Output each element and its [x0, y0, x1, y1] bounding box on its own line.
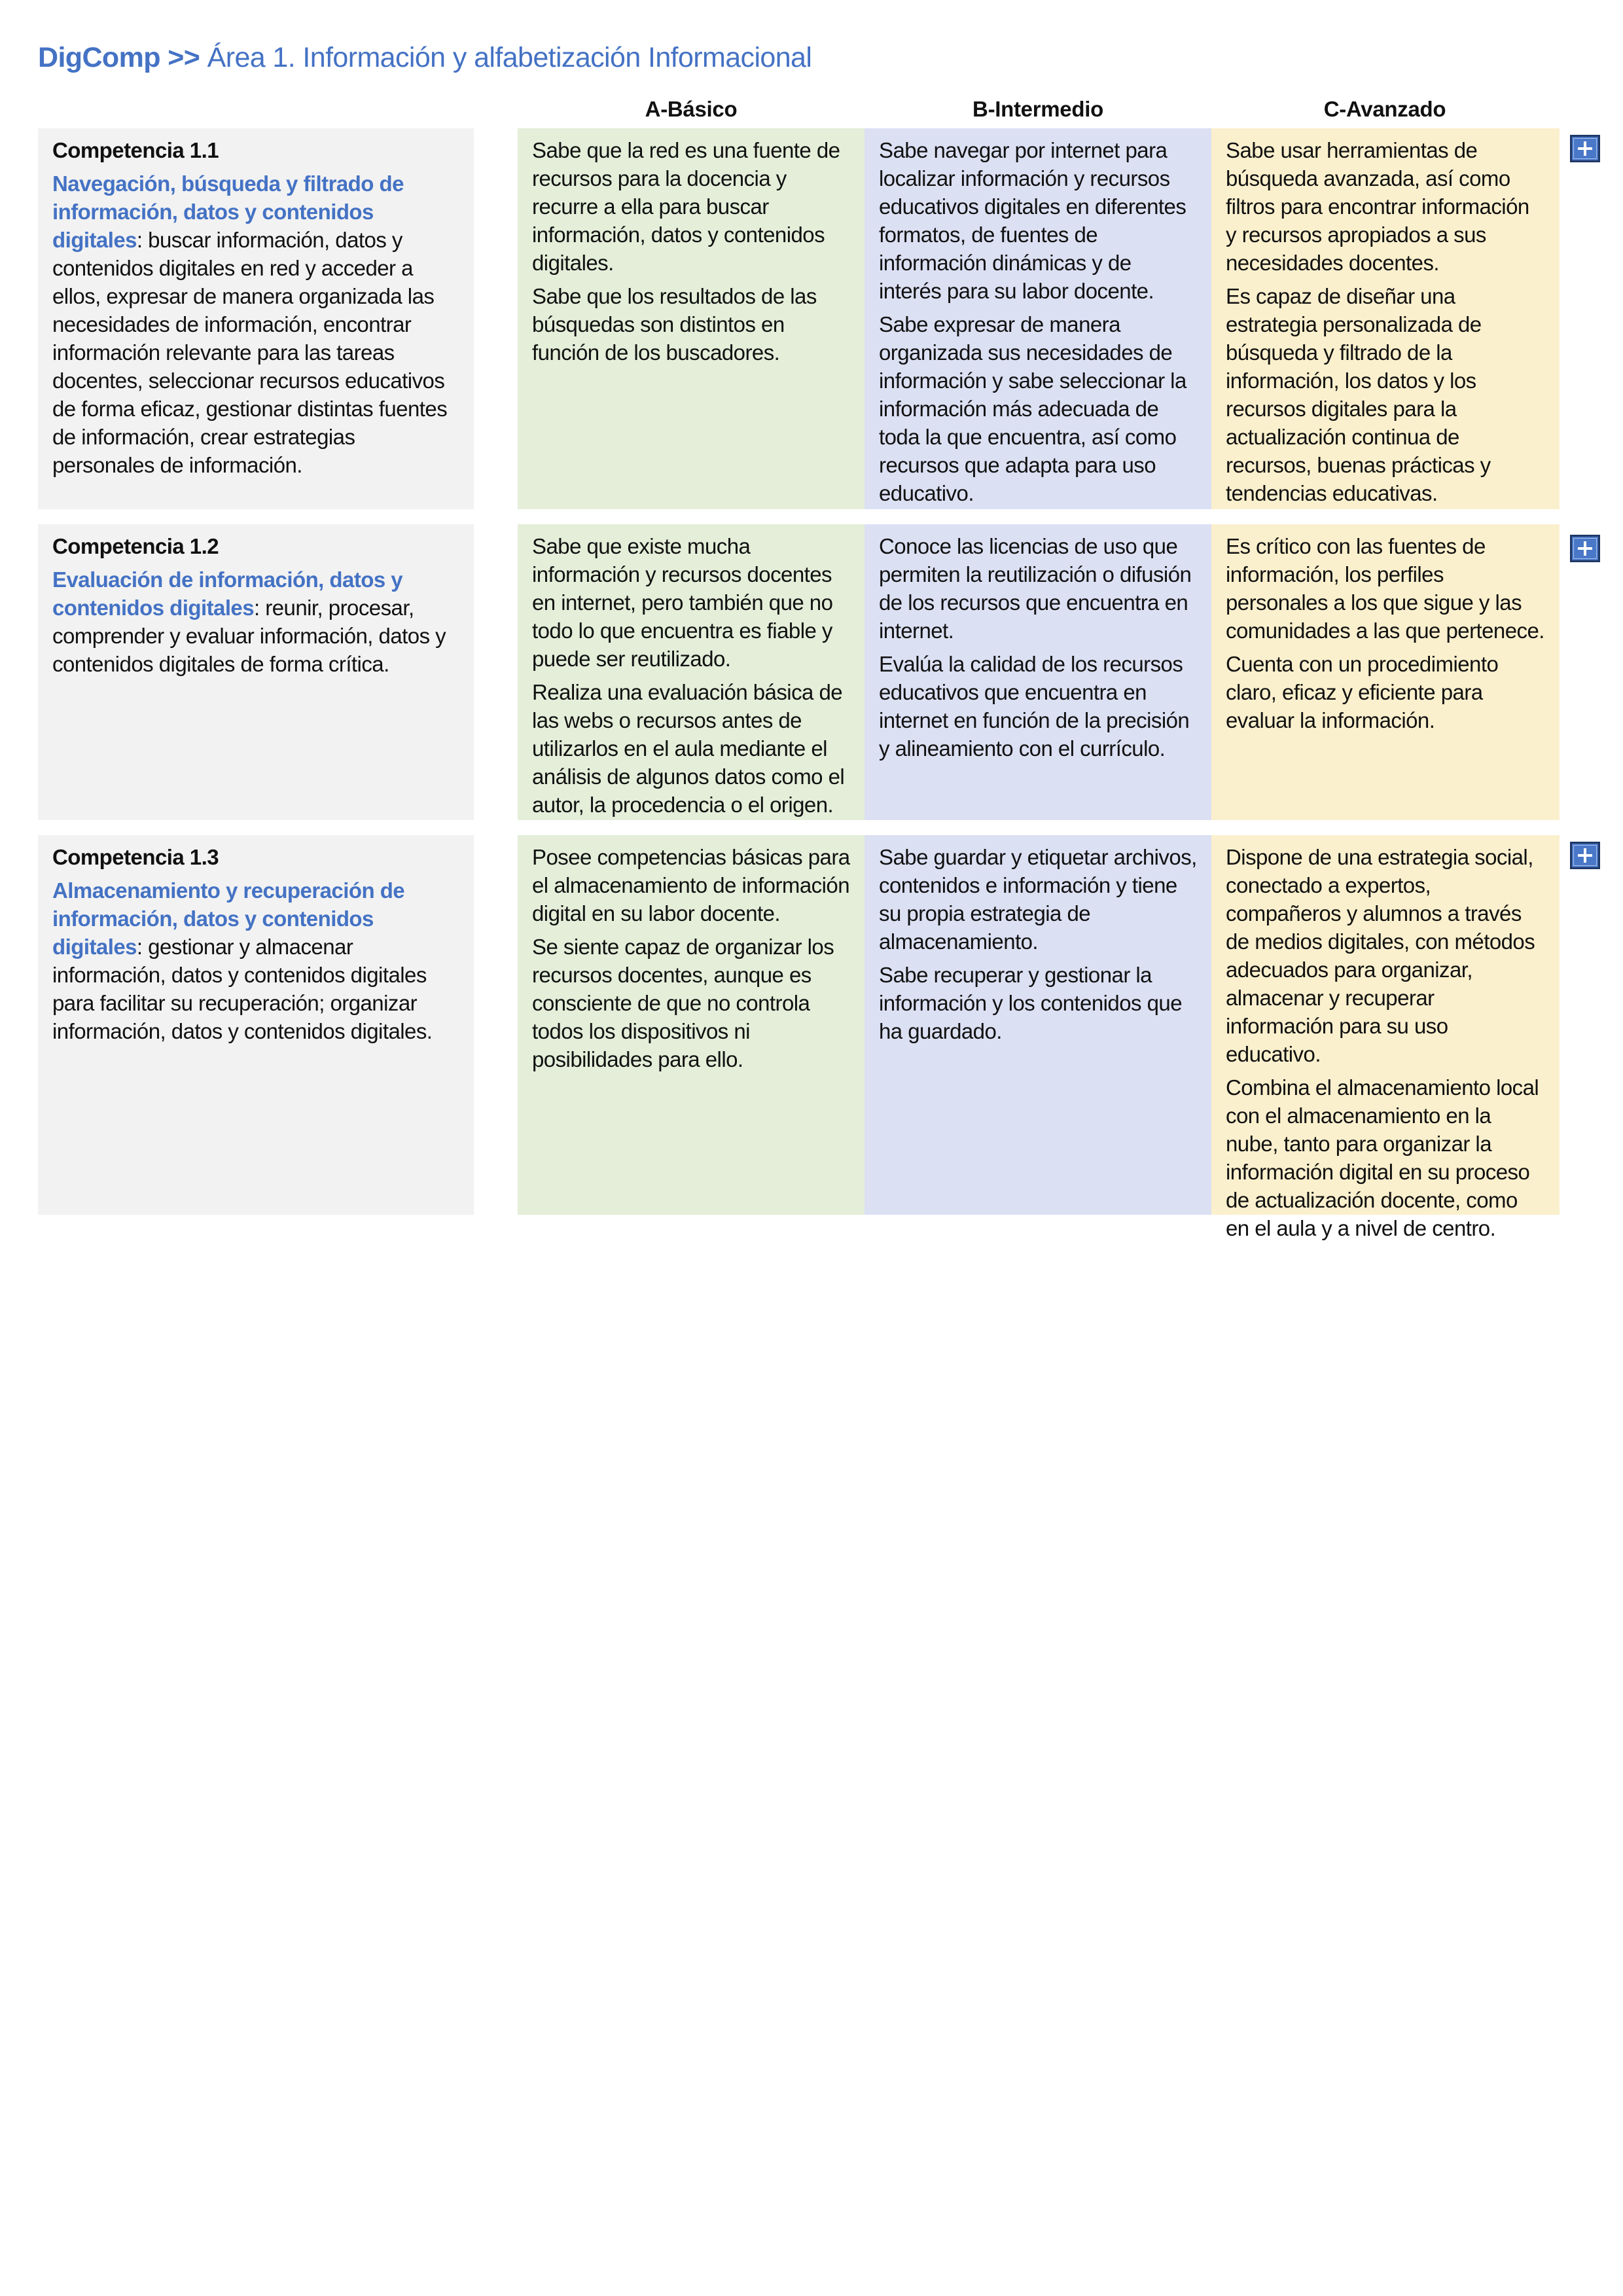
descriptor-text: Combina el almacenamiento local con el almacenamiento en la nube, tanto para organizar la información digital en su proceso de actualización docente, como en el aula y a nivel de centro. [1226, 1075, 1539, 1240]
descriptor-text: Realiza una evaluación básica de las webs o recursos antes de utilizarlos en el aula mediante el análisis de algunos datos como el autor, la procedencia o el origen. [532, 680, 845, 817]
competency-description: : gestionar y almacenar información, datos y contenidos digitales para facilitar su recuperación; organizar información, datos y contenidos digitales. [52, 935, 433, 1043]
competency-number: Competencia 1.3 [52, 845, 219, 869]
area-title: Área 1. Información y alfabetización Informacional [207, 42, 812, 73]
descriptor-text: Evalúa la calidad de los recursos educativos que encuentra en internet en función de la precisión y alineamiento con el currículo. [879, 652, 1190, 761]
competency-row [0, 524, 1623, 820]
basic-level-cell [518, 524, 865, 820]
expand-competency-button[interactable] [1570, 135, 1600, 162]
descriptor-text: Conoce las licencias de uso que permiten la reutilización o difusión de los recursos que encuentra en internet. [879, 534, 1192, 643]
competency-text [52, 565, 459, 678]
advanced-level-cell [1211, 835, 1560, 1240]
level-headers [0, 95, 1623, 124]
advanced-level-cell [1211, 128, 1560, 509]
level-header-basic: A-Básico [645, 97, 738, 121]
descriptor-text: Sabe guardar y etiquetar archivos, contenidos e información y tiene su propia estrategia de almacenamiento. [879, 845, 1197, 954]
level-header-intermediate: B-Intermedio [972, 97, 1103, 121]
competency-text [52, 876, 459, 1045]
competency-number: Competencia 1.2 [52, 534, 219, 558]
basic-level-cell [518, 128, 865, 509]
page-title [38, 38, 812, 77]
competency-name: Navegación, búsqueda y filtrado de información, datos y contenidos digitales [52, 171, 404, 252]
descriptor-text: Cuenta con un procedimiento claro, eficaz y eficiente para evaluar la información. [1226, 652, 1499, 732]
competency-description: : buscar información, datos y contenidos digitales en red y acceder a ellos, expresar de manera organizada las necesidades de información, encontrar información relevante para las tareas docentes, seleccionar recursos educativos de forma eficaz, gestionar distintas fuentes de información, crear estrategias personales de información. [52, 228, 448, 477]
descriptor-text: Es capaz de diseñar una estrategia personalizada de búsqueda y filtrado de la información, los datos y los recursos digitales para la actualización continua de recursos, buenas prácticas y tendencias educativas. [1226, 284, 1491, 505]
expand-competency-button[interactable] [1570, 842, 1600, 869]
competency-cell [38, 524, 474, 820]
descriptor-text: Sabe que la red es una fuente de recursos para la docencia y recurre a ella para buscar información, datos y contenidos digitales. [532, 138, 840, 275]
descriptor-text: Sabe usar herramientas de búsqueda avanzada, así como filtros para encontrar información y recursos apropiados a sus necesidades docentes. [1226, 138, 1529, 275]
competency-name: Almacenamiento y recuperación de información, datos y contenidos digitales [52, 878, 405, 959]
basic-level-cell [518, 835, 865, 1215]
intermediate-level-cell [865, 524, 1211, 820]
competency-description: : reunir, procesar, comprender y evaluar información, datos y contenidos digitales de forma crítica. [52, 596, 446, 676]
competency-text [52, 170, 459, 479]
advanced-level-cell [1211, 524, 1560, 820]
descriptor-text: Sabe recuperar y gestionar la información y los contenidos que ha guardado. [879, 963, 1183, 1043]
brand-label: DigComp >> [38, 42, 200, 73]
competency-number: Competencia 1.1 [52, 138, 219, 162]
competency-row [0, 835, 1623, 1240]
descriptor-text: Posee competencias básicas para el almacenamiento de información digital en su labor docente. [532, 845, 850, 925]
descriptor-text: Dispone de una estrategia social, conectado a expertos, compañeros y alumnos a través de medios digitales, con métodos adecuados para organizar, almacenar y recuperar información para su uso educativo. [1226, 845, 1535, 1066]
descriptor-text: Sabe que existe mucha información y recursos docentes en internet, pero también que no todo lo que encuentra es fiable y puede ser reutilizado. [532, 534, 833, 671]
competency-row [0, 128, 1623, 509]
expand-competency-button[interactable] [1570, 535, 1600, 562]
descriptor-text: Sabe expresar de manera organizada sus necesidades de información y sabe seleccionar la información más adecuada de toda la que encuentra, así como recursos que adapta para uso educativo. [879, 312, 1186, 505]
descriptor-text: Sabe navegar por internet para localizar información y recursos educativos digitales en diferentes formatos, de fuentes de información dinámicas y de interés para su labor docente. [879, 138, 1186, 303]
competency-cell [38, 128, 474, 509]
competency-cell [38, 835, 474, 1215]
intermediate-level-cell [865, 128, 1211, 509]
descriptor-text: Se siente capaz de organizar los recursos docentes, aunque es consciente de que no controla todos los dispositivos ni posibilidades para ello. [532, 935, 834, 1071]
intermediate-level-cell [865, 835, 1211, 1215]
competency-name: Evaluación de información, datos y contenidos digitales [52, 567, 403, 620]
descriptor-text: Es crítico con las fuentes de información, los perfiles personales a los que sigue y las comunidades a las que pertenece. [1226, 534, 1544, 643]
descriptor-text: Sabe que los resultados de las búsquedas son distintos en función de los buscadores. [532, 284, 817, 365]
level-header-advanced: C-Avanzado [1323, 97, 1446, 121]
